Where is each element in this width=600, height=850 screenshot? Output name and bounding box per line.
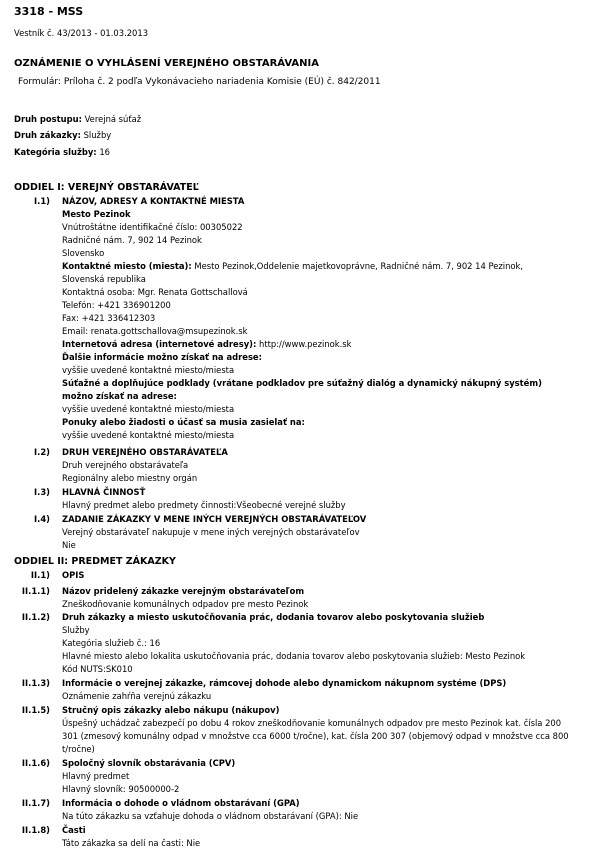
s4-line2: Nie (62, 540, 76, 550)
org-name: Mesto Pezinok (62, 209, 131, 219)
contact-value: Mesto Pezinok,Oddelenie majetkovoprávne, Radničné nám. 7, 902 14 Pezinok, (194, 261, 524, 271)
org-street: Radničné nám. 7, 902 14 Pezinok (62, 235, 202, 245)
s2-line2: Regionálny alebo miestny orgán (62, 473, 198, 483)
s212-title: Druh zákazky a miesto uskutočňovania prác, dodania tovarov alebo poskytovania služieb (62, 612, 485, 622)
s215-title: Stručný opis zákazky alebo nákupu (nákupov) (62, 705, 280, 715)
org-id: Vnútroštátne identifikačné číslo: 00305022 (62, 222, 243, 232)
contact-value-cont: Slovenská republika (62, 274, 146, 284)
email: Email: renata.gottschallova@msupezinok.sk (62, 326, 248, 336)
doc-id: 3318 - MSS (14, 5, 84, 18)
s21-title: OPIS (62, 570, 85, 580)
web-row (62, 339, 351, 350)
web-label: Internetová adresa (internetové adresy): (62, 339, 257, 349)
section2-title: ODDIEL II: PREDMET ZÁKAZKY (14, 556, 176, 567)
s218-title: Časti (62, 825, 86, 835)
procedure-value: Verejná súťaž (84, 114, 142, 124)
s4-num: I.4) (34, 514, 50, 524)
category-row (14, 147, 110, 158)
s218-line1: Táto zákazka sa delí na časti: Nie (62, 838, 201, 848)
s4-line1: Verejný obstarávateľ nakupuje v mene iných verejných obstarávateľov (62, 527, 360, 537)
s4-title: ZADANIE ZÁKAZKY V MENE INÝCH VEREJNÝCH OBSTARÁVATEĽOV (62, 514, 367, 524)
category-value: 16 (99, 147, 110, 157)
s2-title: DRUH VEREJNÉHO OBSTARÁVATEĽA (62, 447, 228, 457)
s213-title: Informácie o verejnej zákazke, rámcovej dohode alebo dynamickom nákupnom systéme (DPS) (62, 678, 507, 688)
docs-label: Súťažné a doplňujúce podklady (vrátane podkladov pre súťažný dialóg a dynamický nákupný systém) (62, 378, 542, 388)
s211-line1: Zneškodňovanie komunálnych odpadov pre mesto Pezinok (62, 599, 309, 609)
s2-num: I.2) (34, 447, 50, 457)
s217-title: Informácia o dohode o vládnom obstarávaní (GPA) (62, 798, 300, 808)
phone: Telefón: +421 336901200 (62, 300, 171, 310)
page-title: OZNÁMENIE O VYHLÁSENÍ VEREJNÉHO OBSTARÁVANIA (14, 58, 319, 69)
web-link[interactable]: http://www.pezinok.sk (259, 339, 352, 349)
s216-line1: Hlavný predmet (62, 771, 130, 781)
s3-line1: Hlavný predmet alebo predmety činnosti:Všeobecné verejné služby (62, 500, 346, 510)
procedure-row (14, 114, 141, 125)
offers-value: vyššie uvedené kontaktné miesto/miesta (62, 430, 235, 440)
s211-title: Názov pridelený zákazke verejným obstarávateľom (62, 586, 305, 596)
s21-num: II.1) (30, 570, 50, 580)
s215-line3: t/ročne) (62, 744, 95, 754)
s3-num: I.3) (34, 487, 50, 497)
s215-line2: 301 (zmesový komunálny odpad v množstve cca 6000 t/ročne), kat. čísla 200 307 (objemový odpad v množstve cca 800 (62, 731, 569, 741)
fax: Fax: +421 336412303 (62, 313, 156, 323)
s212-line2: Kategória služieb č.: 16 (62, 638, 161, 648)
section1-title: ODDIEL I: VEREJNÝ OBSTARÁVATEĽ (14, 182, 199, 193)
s1-title: NÁZOV, ADRESY A KONTAKTNÉ MIESTA (62, 196, 245, 206)
s3-title: HLAVNÁ ČINNOSŤ (62, 487, 146, 497)
docs-value: vyššie uvedené kontaktné miesto/miesta (62, 404, 235, 414)
s215-num: II.1.5) (21, 705, 50, 715)
contract-value: Služby (83, 130, 112, 140)
s211-num: II.1.1) (21, 586, 50, 596)
s212-num: II.1.2) (21, 612, 50, 622)
more-info-value: vyššie uvedené kontaktné miesto/miesta (62, 365, 235, 375)
contact-row (62, 261, 523, 272)
contact-label: Kontaktné miesto (miesta): (62, 261, 192, 271)
contract-label: Druh zákazky: (14, 130, 81, 140)
s216-title: Spoločný slovník obstarávania (CPV) (62, 758, 236, 768)
s212-line1: Služby (62, 625, 90, 635)
s218-num: II.1.8) (21, 825, 50, 835)
procedure-label: Druh postupu: (14, 114, 82, 124)
s217-num: II.1.7) (21, 798, 50, 808)
s212-line3: Hlavné miesto alebo lokalita uskutočňovania prác, dodania tovarov alebo poskytovania služieb: Mesto Pezinok (62, 651, 526, 661)
org-country: Slovensko (62, 248, 105, 258)
offers-label: Ponuky alebo žiadosti o účasť sa musia zasielať na: (62, 417, 305, 427)
s213-line1: Oznámenie zahŕňa verejnú zákazku (62, 691, 212, 701)
docs-label-cont: možno získať na adrese: (62, 391, 177, 401)
s217-line1: Na túto zákazku sa vzťahuje dohoda o vládnom obstarávaní (GPA): Nie (62, 811, 359, 821)
s216-num: II.1.6) (21, 758, 50, 768)
s2-line1: Druh verejného obstarávateľa (62, 460, 189, 470)
s213-num: II.1.3) (21, 678, 50, 688)
category-label: Kategória služby: (14, 147, 97, 157)
s215-line1: Úspešný uchádzač zabezpečí po dobu 4 rokov zneškodňovanie komunálnych odpadov pre mesto Pezinok kat. čísla 200 (62, 718, 562, 728)
form-line: Formulár: Príloha č. 2 podľa Vykonávacieho nariadenia Komisie (EÚ) č. 842/2011 (18, 77, 381, 87)
contract-row (14, 130, 111, 141)
more-info-label: Ďalšie informácie možno získať na adrese: (62, 352, 262, 362)
bulletin-line: Vestník č. 43/2013 - 01.03.2013 (14, 28, 149, 38)
s1-num: I.1) (34, 196, 50, 206)
s216-line2: Hlavný slovník: 90500000-2 (62, 784, 180, 794)
s212-line4: Kód NUTS:SK010 (62, 664, 133, 674)
contact-person: Kontaktná osoba: Mgr. Renata Gottschallová (62, 287, 248, 297)
